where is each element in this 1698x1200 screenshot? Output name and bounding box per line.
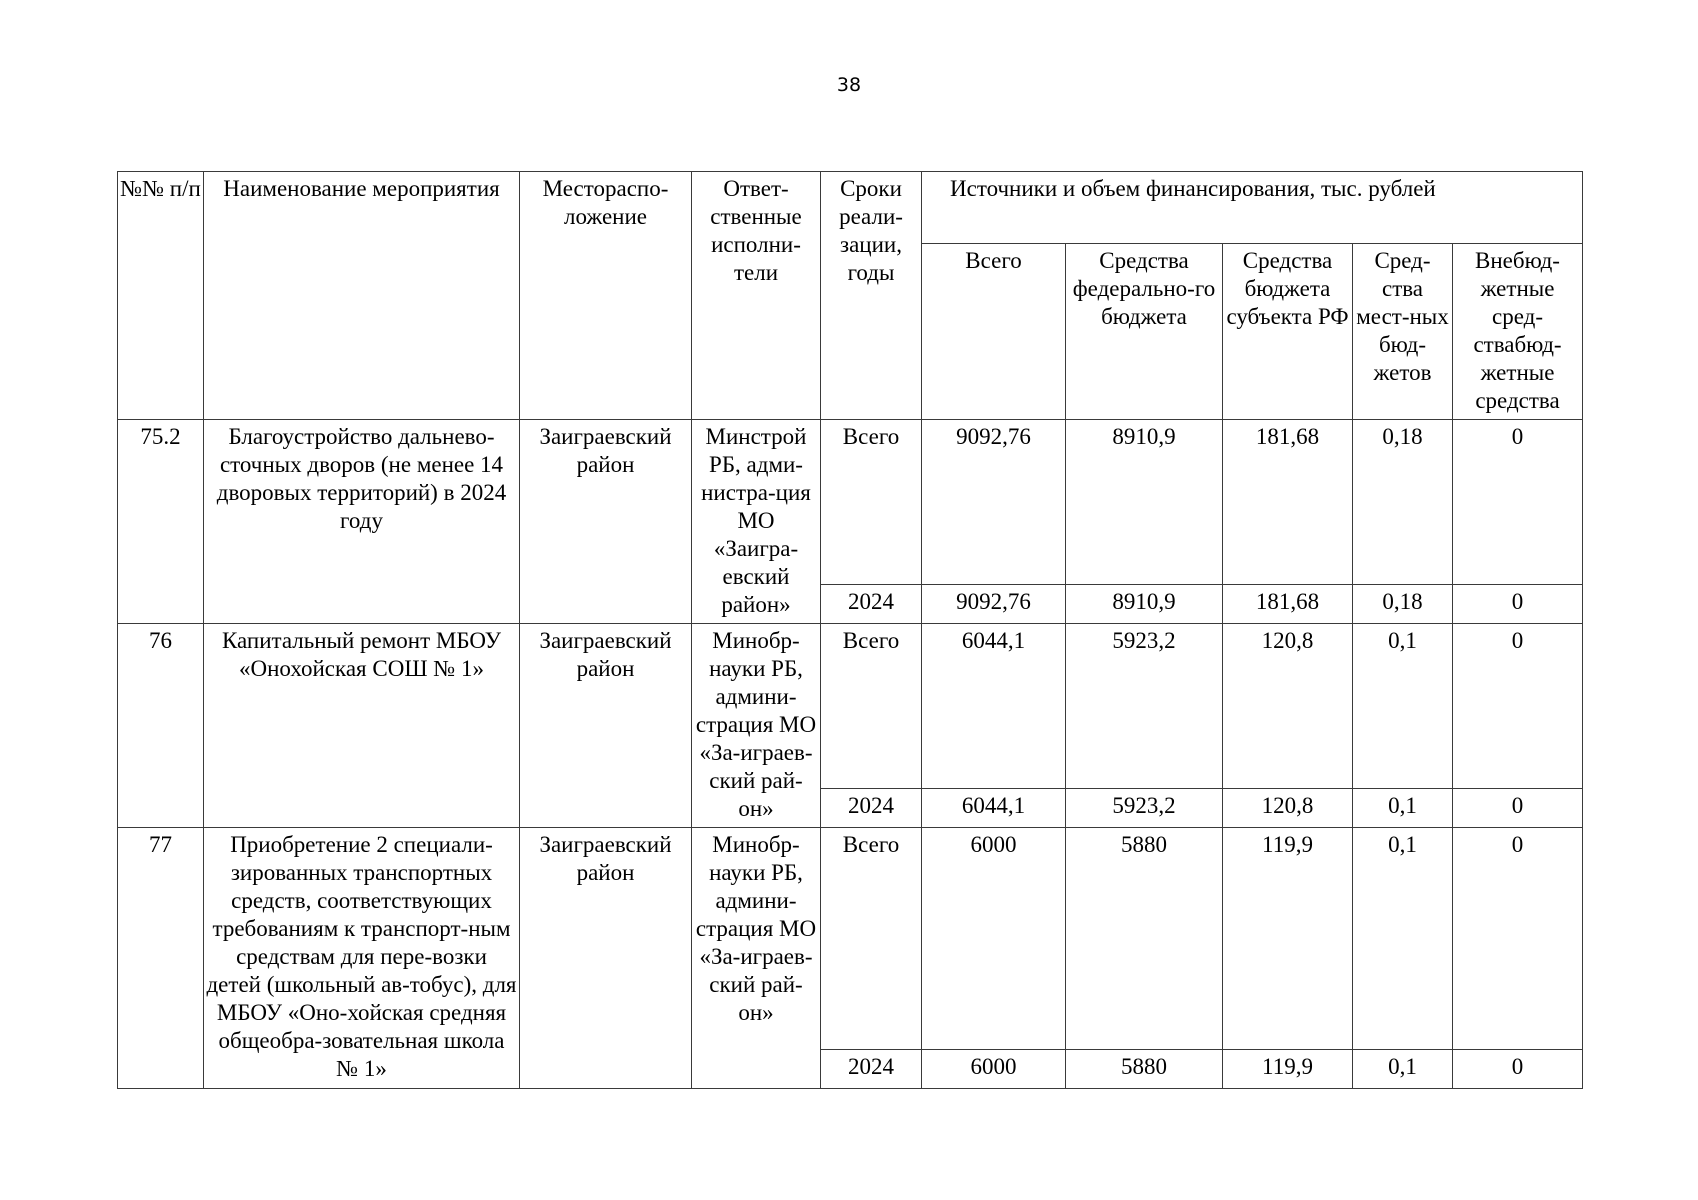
header-row (118, 172, 1583, 244)
cell-local: 0,1 (1353, 828, 1453, 1050)
cell-num: 77 (118, 828, 204, 1089)
cell-extra: 0 (1453, 584, 1583, 623)
header-num: №№ п/п (118, 172, 204, 420)
header-name: Наименование мероприятия (204, 172, 520, 420)
cell-executors: Минобр-науки РБ, админи-страция МО «За-играев-ский рай-он» (692, 828, 821, 1089)
cell-regional: 181,68 (1223, 420, 1353, 585)
cell-period: Всего (821, 828, 922, 1050)
cell-executors: Минстрой РБ, адми-нистра-ция МО «Заигра-евский район» (692, 420, 821, 624)
header-location: Местораспо-ложение (520, 172, 692, 420)
header-executors: Ответ-ственные исполни-тели (692, 172, 821, 420)
cell-total: 9092,76 (922, 420, 1066, 585)
header-local: Сред-ства мест-ных бюд-жетов (1353, 244, 1453, 420)
cell-total: 6044,1 (922, 624, 1066, 789)
cell-executors: Минобр-науки РБ, админи-страция МО «За-играев-ский рай-он» (692, 624, 821, 828)
cell-federal: 5880 (1066, 1050, 1223, 1089)
cell-federal: 5923,2 (1066, 788, 1223, 827)
cell-total: 6000 (922, 828, 1066, 1050)
header-federal: Средства федерально-го бюджета (1066, 244, 1223, 420)
header-funding-group: Источники и объем финансирования, тыс. рублей (922, 172, 1583, 244)
cell-local: 0,1 (1353, 788, 1453, 827)
cell-local: 0,1 (1353, 1050, 1453, 1089)
cell-regional: 181,68 (1223, 584, 1353, 623)
cell-name: Приобретение 2 специали-зированных транспортных средств, соответствующих требованиям к транспорт-ным средствам для пере-возки детей (школьный ав-тобус), для МБОУ «Оно-хойская средняя общеобра-зовательная школа № 1» (204, 828, 520, 1089)
cell-federal: 8910,9 (1066, 420, 1223, 585)
cell-local: 0,18 (1353, 420, 1453, 585)
cell-federal: 5880 (1066, 828, 1223, 1050)
cell-name: Благоустройство дальнево-сточных дворов (не менее 14 дворовых территорий) в 2024 году (204, 420, 520, 624)
cell-federal: 8910,9 (1066, 584, 1223, 623)
table-row (118, 420, 1583, 585)
cell-extra: 0 (1453, 828, 1583, 1050)
cell-extra: 0 (1453, 624, 1583, 789)
cell-extra: 0 (1453, 1050, 1583, 1089)
cell-num: 76 (118, 624, 204, 828)
cell-location: Заиграевский район (520, 828, 692, 1089)
cell-name: Капитальный ремонт МБОУ «Онохойская СОШ № 1» (204, 624, 520, 828)
cell-extra: 0 (1453, 420, 1583, 585)
table-row (118, 624, 1583, 789)
cell-total: 6000 (922, 1050, 1066, 1089)
cell-total: 9092,76 (922, 584, 1066, 623)
page-number: 38 (836, 74, 862, 96)
cell-num: 75.2 (118, 420, 204, 624)
header-extra: Внебюд-жетные сред-ствабюд-жетные средства (1453, 244, 1583, 420)
cell-location: Заиграевский район (520, 420, 692, 624)
cell-regional: 119,9 (1223, 1050, 1353, 1089)
cell-period: Всего (821, 624, 922, 789)
header-period: Сроки реали-зации, годы (821, 172, 922, 420)
cell-period: 2024 (821, 584, 922, 623)
cell-regional: 120,8 (1223, 788, 1353, 827)
cell-extra: 0 (1453, 788, 1583, 827)
cell-period: 2024 (821, 788, 922, 827)
cell-regional: 119,9 (1223, 828, 1353, 1050)
cell-local: 0,18 (1353, 584, 1453, 623)
header-regional: Средства бюджета субъекта РФ (1223, 244, 1353, 420)
table-row (118, 828, 1583, 1050)
cell-location: Заиграевский район (520, 624, 692, 828)
cell-regional: 120,8 (1223, 624, 1353, 789)
cell-period: Всего (821, 420, 922, 585)
financing-table (117, 171, 1583, 1089)
cell-federal: 5923,2 (1066, 624, 1223, 789)
cell-period: 2024 (821, 1050, 922, 1089)
header-total: Всего (922, 244, 1066, 420)
cell-total: 6044,1 (922, 788, 1066, 827)
cell-local: 0,1 (1353, 624, 1453, 789)
